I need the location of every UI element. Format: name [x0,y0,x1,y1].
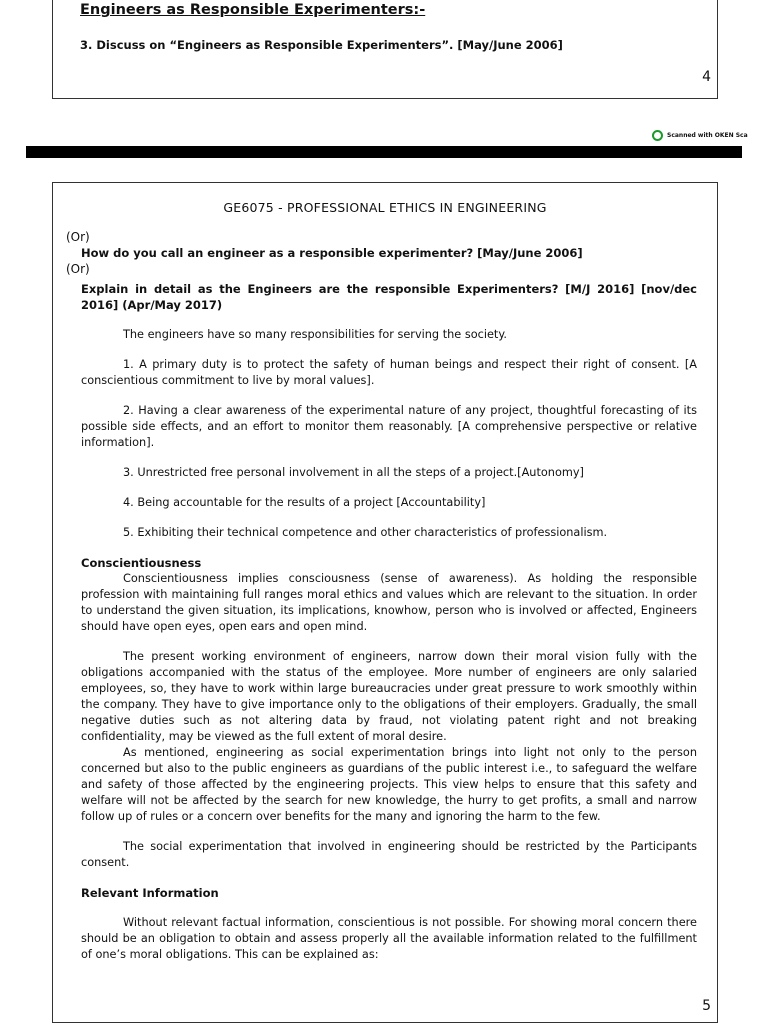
current-page [52,182,718,1023]
or-label: (Or) [66,230,90,244]
scanner-watermark [652,130,768,141]
section-heading: Relevant Information [81,886,219,900]
body-paragraph: The social experimentation that involved in engineering should be restricted by the Participants consent. [81,840,697,869]
body-paragraph: Without relevant factual information, conscientious is not possible. For showing moral concern there should be an obligation to obtain and assess properly all the available information related to the fulfillment of one’s moral obligations. This can be explained as: [81,916,697,961]
page-number: 4 [702,69,711,85]
list-item: 5. Exhibiting their technical competence and other characteristics of professionalism. [123,526,608,539]
list-item: 4. Being accountable for the results of a project [Accountability] [123,496,486,509]
section-heading: Conscientiousness [81,556,202,570]
intro-paragraph: The engineers have so many responsibilities for serving the society. [123,328,508,341]
body-paragraph: The present working environment of engineers, narrow down their moral vision fully with the obligations accompanied with the status of the employee. More number of engineers are only salaried employees, so, they have to work within large bureaucracies under great pressure to work smoothly within the company. They have to give importance only to the obligations of their employers. Gradually, the small negative duties such as not altering data by fraud, not violating patent right and not breaking confidentiality, may be viewed as the full extent of moral desire. [81,650,697,743]
page-number: 5 [702,998,711,1014]
question-text: How do you call an engineer as a responsible experimenter? [May/June 2006] [81,246,583,260]
question-text: 3. Discuss on “Engineers as Responsible Experimenters”. [May/June 2006] [80,38,563,52]
previous-page [52,0,718,99]
page-content [66,229,697,963]
page-header: GE6075 - PROFESSIONAL ETHICS IN ENGINEERING [223,200,547,215]
or-label: (Or) [66,262,90,276]
body-paragraph: As mentioned, engineering as social experimentation brings into light not only to the person concerned but also to the public engineers as guardians of the public interest i.e., to safeguard the welfare and safety of those affected by the engineering projects. This view helps to ensure that this safety and welfare will not be affected by the search for new knowledge, the hurry to get profits, a small and narrow follow up of rules or a concern over benefits for the many and ignoring the harm to the few. [81,746,697,823]
page-separator [26,146,742,158]
section-title: Engineers as Responsible Experimenters:- [80,2,426,18]
scanner-logo-icon [652,130,663,141]
question-text: Explain in detail as the Engineers are the responsible Experimenters? [M/J 2016] [nov/dec 2016] (Apr/May 2017) [81,282,697,312]
list-item: 2. Having a clear awareness of the experimental nature of any project, thoughtful forecasting of its possible side effects, and an effort to monitor them reasonably. [A comprehensive perspective or relative information]. [81,404,697,449]
body-paragraph: Conscientiousness implies consciousness (sense of awareness). As holding the responsible profession with maintaining full ranges moral ethics and values which are relevant to the situation. In order to understand the given situation, its implications, knowhow, person who is involved or affected, Engineers should have open eyes, open ears and open mind. [81,572,697,633]
scanner-label: Scanned with OKEN Sca [667,132,748,139]
list-item: 1. A primary duty is to protect the safety of human beings and respect their right of consent. [A conscientious commitment to live by moral values]. [81,358,697,387]
list-item: 3. Unrestricted free personal involvement in all the steps of a project.[Autonomy] [123,466,584,479]
